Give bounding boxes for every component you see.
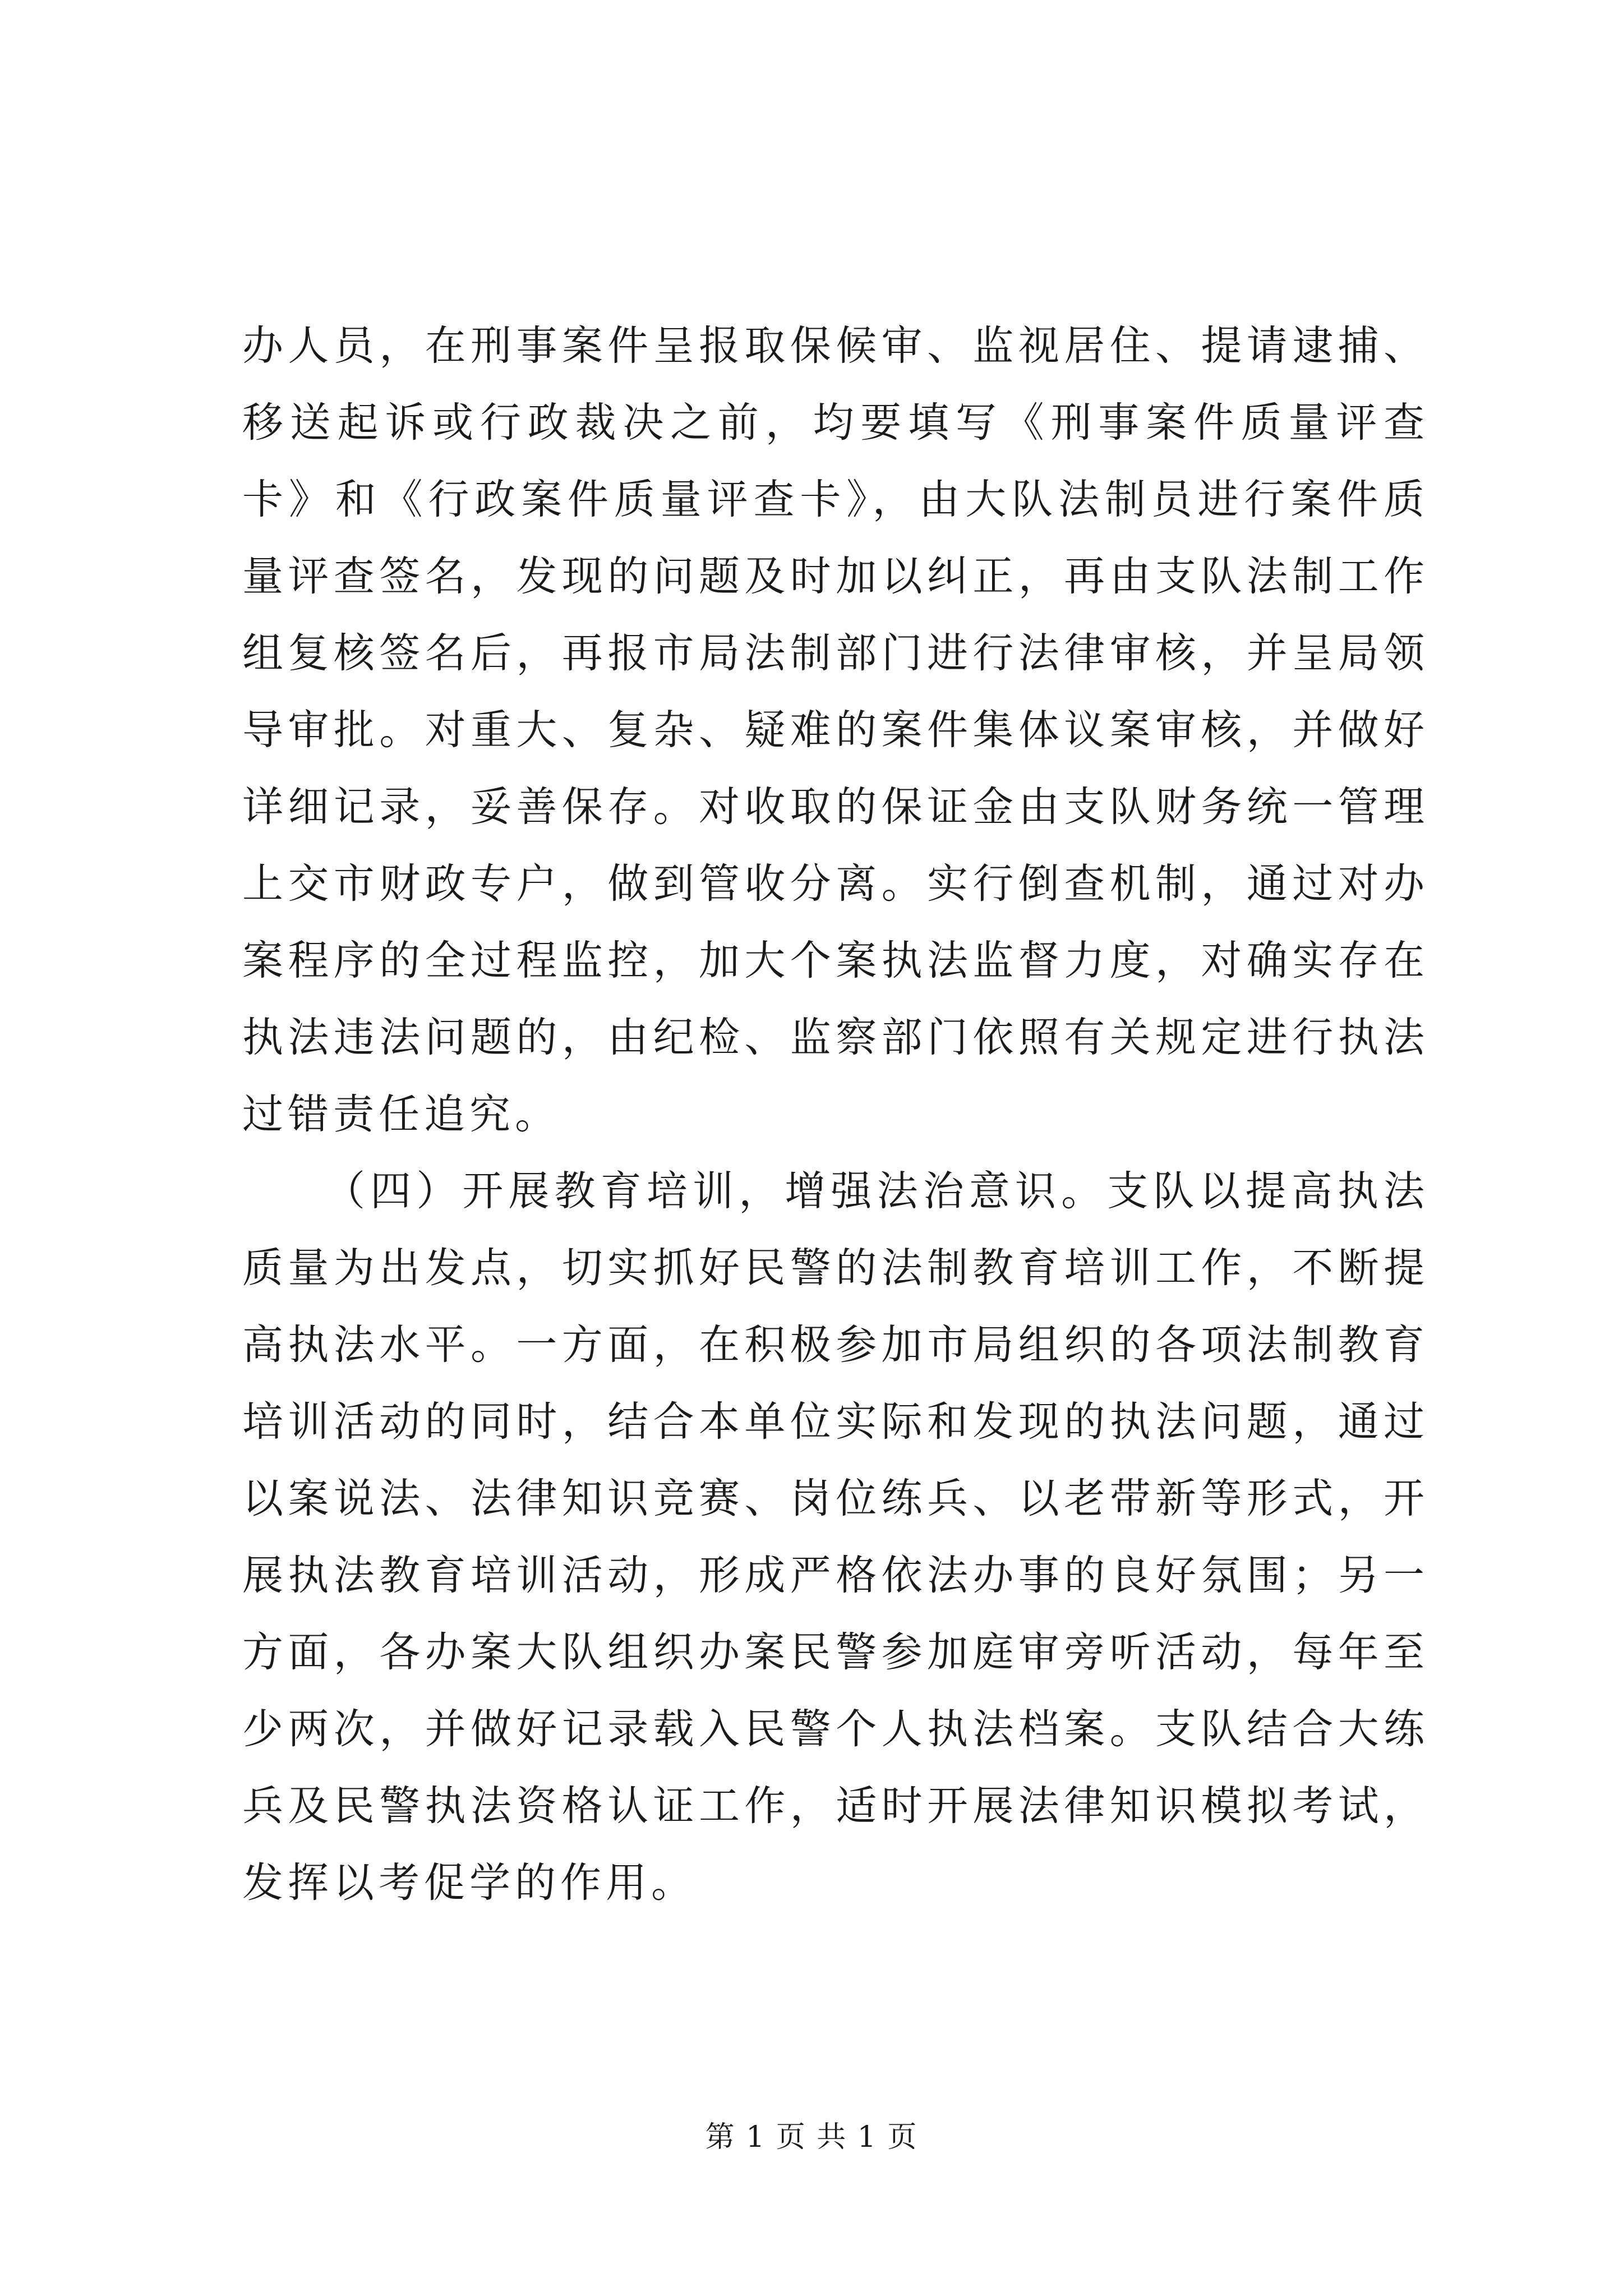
document-body (242, 307, 1429, 1921)
paragraph-section-four: （四）开展教育培训，增强法治意识。支队以提高执法质量为出发点，切实抓好民警的法制教育培训工作，不断提高执法水平。一方面，在积极参加市局组织的各项法制教育培训活动的同时，结合本单位实际和发现的执法问题，通过以案说法、法律知识竞赛、岗位练兵、以老带新等形式，开展执法教育培训活动，形成严格依法办事的良好氛围；另一方面，各办案大队组织办案民警参加庭审旁听活动，每年至少两次，并做好记录载入民警个人执法档案。支队结合大练兵及民警执法资格认证工作，适时开展法律知识模拟考试，发挥以考促学的作用。 (242, 1167, 1429, 1907)
page-footer: 第 1 页 共 1 页 (705, 2120, 918, 2154)
paragraph-continuation: 办人员，在刑事案件呈报取保候审、监视居住、提请逮捕、移送起诉或行政裁决之前，均要填写《刑事案件质量评查卡》和《行政案件质量评查卡》，由大队法制员进行案件质量评查签名，发现的问题及时加以纠正，再由支队法制工作组复核签名后，再报市局法制部门进行法律审核，并呈局领导审批。对重大、复杂、疑难的案件集体议案审核，并做好详细记录，妥善保存。对收取的保证金由支队财务统一管理上交市财政专户，做到管收分离。实行倒查机制，通过对办案程序的全过程监控，加大个案执法监督力度，对确实存在执法违法问题的，由纪检、监察部门依照有关规定进行执法过错责任追究。 (242, 322, 1429, 1138)
